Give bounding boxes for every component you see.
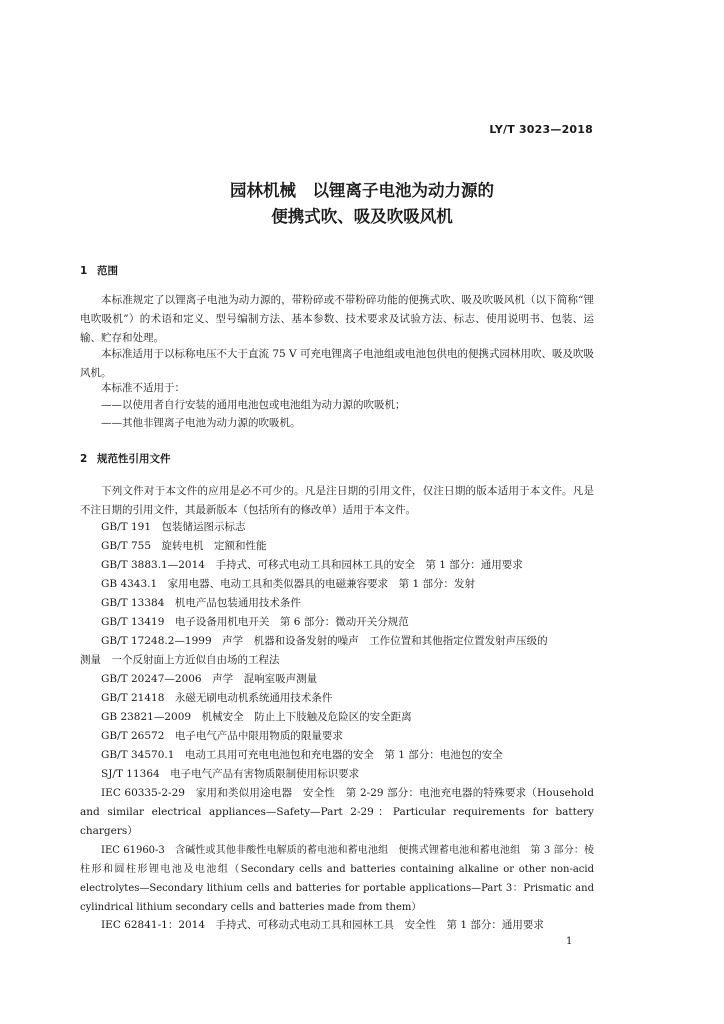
scope-exclusion-item-1: ——以使用者自行安装的通用电池包或电池组为动力源的吹吸机； (101, 399, 406, 411)
reference-item-iec61960: IEC 61960-3 含碱性或其他非酸性电解质的蓄电池和蓄电池组 便携式锂蓄电池和蓄电池组 第 3 部分：棱柱形和圆柱形锂电池及电池组（Secondary cells and batteries containing alkaline or other non-acid electrolytes—Secondary lithium cells and batteries for portable applications—Part 3：Prismatic and cylindrical lithium secondary cells and batteries made from them） (80, 845, 594, 913)
reference-item: GB 23821—2009 机械安全 防止上下肢触及危险区的安全距离 (101, 711, 412, 723)
reference-item: GB/T 13384 机电产品包装通用技术条件 (101, 597, 301, 609)
reference-item: GB/T 755 旋转电机 定额和性能 (101, 540, 267, 552)
reference-item-continued: 测量 一个反射面上方近似自由场的工程法 (80, 654, 280, 666)
reference-item: GB/T 20247—2006 声学 混响室吸声测量 (101, 673, 318, 685)
reference-item: GB/T 21418 永磁无刷电动机系统通用技术条件 (101, 692, 333, 704)
reference-item: GB/T 34570.1 电动工具用可充电电池包和充电器的安全 第 1 部分：电池包的安全 (101, 749, 503, 761)
reference-item: GB 4343.1 家用电器、电动工具和类似器具的电磁兼容要求 第 1 部分：发射 (101, 578, 476, 590)
section-2-heading (80, 451, 171, 466)
section-1-number: 1 (80, 265, 88, 277)
reference-item: GB/T 26572 电子电气产品中限用物质的限量要求 (101, 730, 343, 742)
reference-item-iec62841: IEC 62841-1：2014 手持式、可移动式电动工具和园林工具 安全性 第 1 部分：通用要求 (101, 919, 544, 931)
scope-paragraph-1: 本标准规定了以锂离子电池为动力源的，带粉碎或不带粉碎功能的便携式吹、吸及吹吸风机（以下简称“锂电吹吸机”）的术语和定义、型号编制方法、基本参数、技术要求及试验方法、标志、使用说明书、包装、运输、贮存和处理。 (80, 294, 594, 344)
reference-item: GB/T 17248.2—1999 声学 机器和设备发射的噪声 工作位置和其他指定位置发射声压级的 (101, 635, 548, 647)
scope-paragraph-3: 本标准不适用于： (101, 382, 185, 394)
reference-item-iec60335: IEC 60335-2-29 家用和类似用途电器 安全性 第 2-29 部分：电池充电器的特殊要求（Household and similar electrical appliances—Safety—Part 2-29：Particular requirements for battery chargers） (80, 787, 594, 837)
document-title-line2: 便携式吹、吸及吹吸风机 (271, 207, 453, 226)
references-intro: 下列文件对于本文件的应用是必不可少的。凡是注日期的引用文件，仅注日期的版本适用于本文件。凡是不注日期的引用文件，其最新版本（包括所有的修改单）适用于本文件。 (80, 485, 594, 516)
reference-item: GB/T 13419 电子设备用机电开关 第 6 部分：微动开关分规范 (101, 616, 409, 628)
reference-item: SJ/T 11364 电子电气产品有害物质限制使用标识要求 (101, 768, 360, 780)
scope-paragraph-2: 本标准适用于以标称电压不大于直流 75 V 可充电锂离子电池组或电池包供电的便携式园林用吹、吸及吹吸风机。 (80, 348, 594, 379)
document-title-line1: 园林机械 以锂离子电池为动力源的 (230, 181, 494, 200)
reference-item: GB/T 191 包装储运图示标志 (101, 521, 246, 533)
standard-code: LY/T 3023—2018 (489, 123, 593, 136)
section-2-title: 规范性引用文件 (97, 453, 171, 465)
section-2-number: 2 (80, 453, 88, 465)
reference-item: GB/T 3883.1—2014 手持式、可移式电动工具和园林工具的安全 第 1 部分：通用要求 (101, 559, 523, 571)
section-1-heading (80, 263, 118, 278)
scope-exclusion-item-2: ——其他非锂离子电池为动力源的吹吸机。 (101, 417, 301, 429)
section-1-title: 范围 (97, 265, 118, 277)
page-number: 1 (566, 936, 573, 947)
